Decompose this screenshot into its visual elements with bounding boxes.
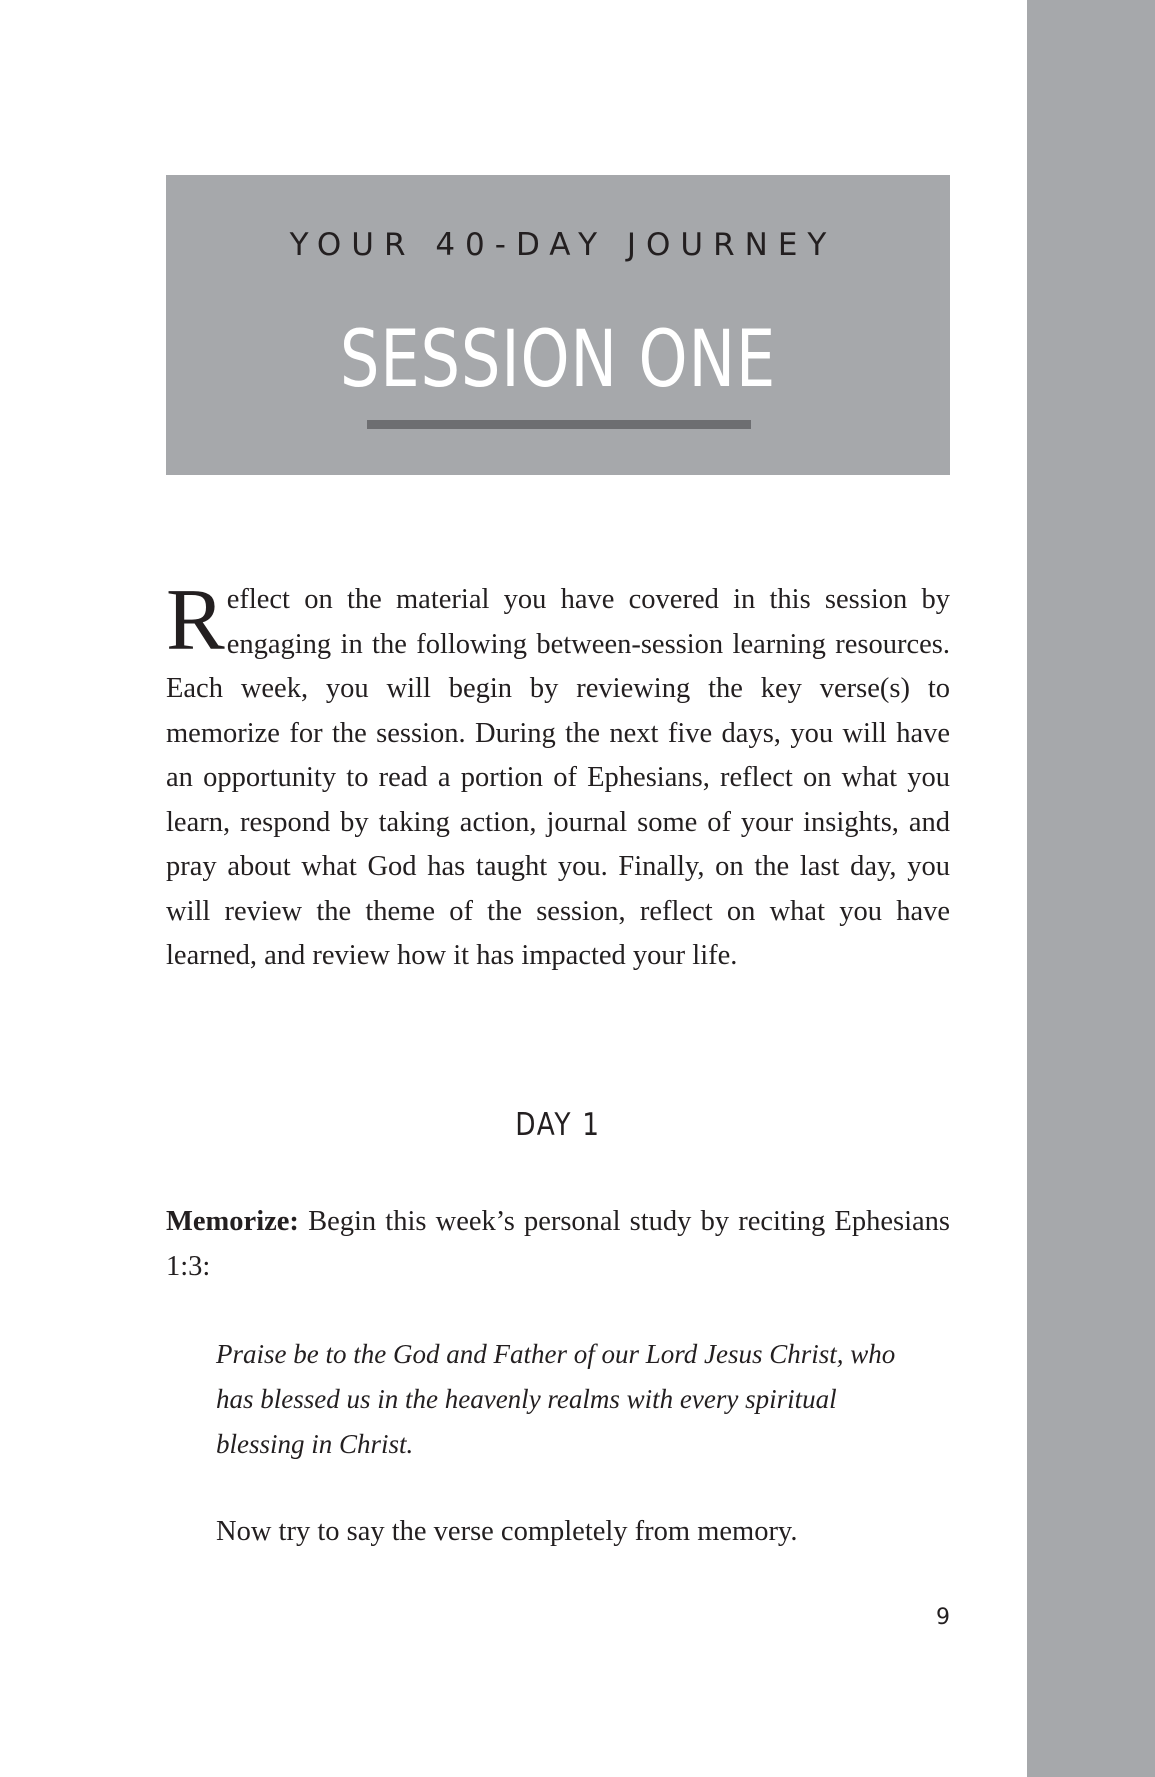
verse-quote: Praise be to the God and Father of our Lord Jesus Christ, who has blessed us in the heavenly realms with every spiritual blessing in Christ. xyxy=(216,1339,896,1459)
memory-instruction: Now try to say the verse completely from memory. xyxy=(216,1516,798,1547)
page-number: 9 xyxy=(936,1605,950,1630)
session-title: SESSION ONE xyxy=(339,315,777,405)
session-header xyxy=(166,175,950,475)
memorize-paragraph xyxy=(166,1200,950,1289)
day-heading: DAY 1 xyxy=(515,1107,601,1143)
journey-label: YOUR 40-DAY JOURNEY xyxy=(289,227,837,263)
drop-cap: R xyxy=(166,572,225,669)
memorize-text: Begin this week’s personal study by reciting Ephesians 1:3: xyxy=(166,1206,950,1282)
intro-text: eflect on the material you have covered in this session by engaging in the following between-session learning resources. Each week, you will begin by reviewing the key verse(s) to memorize for the session. During the next five days, you will have an opportunity to read a portion of Ephesians, reflect on what you learn, respond by taking action, journal some of your insights, and pray about what God has taught you. Finally, on the last day, you will review the theme of the session, reflect on what you have learned, and review how it has impacted your life. xyxy=(166,584,950,971)
memorize-label: Memorize: xyxy=(166,1206,299,1237)
side-tab xyxy=(1027,0,1155,1777)
intro-paragraph xyxy=(166,572,950,979)
title-underline xyxy=(367,420,751,429)
